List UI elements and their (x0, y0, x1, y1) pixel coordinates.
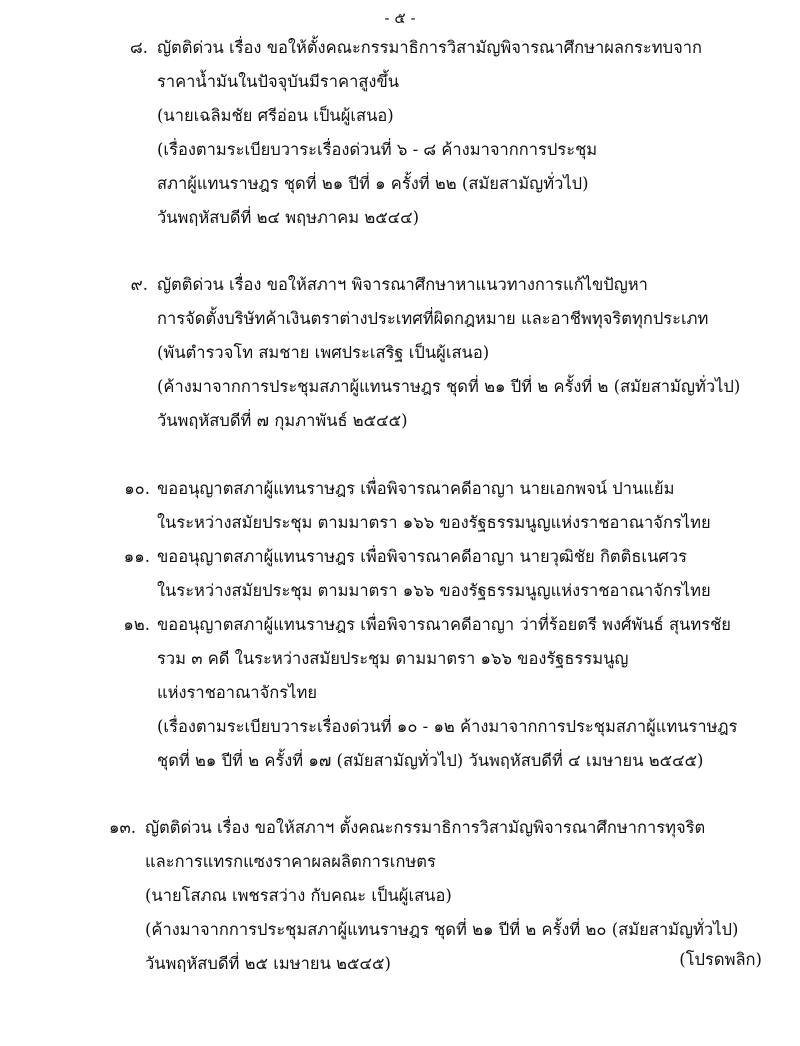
item-line: ขออนุญาตสภาผู้แทนราษฎร เพื่อพิจารณาคดีอาญา นายเอกพจน์ ปานแย้ม (157, 479, 675, 498)
item-line: แห่งราชอาณาจักรไทย (157, 683, 318, 702)
item-line: (นายเฉลิมชัย ศรีอ่อน เป็นผู้เสนอ) (157, 106, 394, 125)
item-line: วันพฤหัสบดีที่ ๒๔ พฤษภาคม ๒๕๔๔) (157, 208, 420, 227)
item-line: ขออนุญาตสภาผู้แทนราษฎร เพื่อพิจารณาคดีอาญา นายวุฒิชัย กิตติธเนศวร (157, 547, 687, 566)
item-number: ๘. (130, 38, 148, 57)
item-line: (ค้างมาจากการประชุมสภาผู้แทนราษฎร ชุดที่ ๒๑ ปีที่ ๒ ครั้งที่ ๒ (สมัยสามัญทั่วไป) (157, 377, 741, 396)
item-line: ขออนุญาตสภาผู้แทนราษฎร เพื่อพิจารณาคดีอาญา ว่าที่ร้อยตรี พงศ์พันธ์ สุนทรชัย (157, 615, 731, 634)
item-line: ในระหว่างสมัยประชุม ตามมาตรา ๑๖๖ ของรัฐธรรมนูญแห่งราชอาณาจักรไทย (157, 513, 711, 532)
item-line: (เรื่องตามระเบียบวาระเรื่องด่วนที่ ๖ - ๘ ค้างมาจากการประชุม (157, 140, 598, 159)
item-number: ๙. (130, 275, 148, 294)
page-number: - ๕ - (384, 9, 416, 27)
item-line: ชุดที่ ๒๑ ปีที่ ๒ ครั้งที่ ๑๗ (สมัยสามัญทั่วไป) วันพฤหัสบดีที่ ๔ เมษายน ๒๕๔๕) (157, 751, 704, 770)
item-line: และการแทรกแซงราคาผลผลิตการเกษตร (145, 852, 436, 871)
item-line: รวม ๓ คดี ในระหว่างสมัยประชุม ตามมาตรา ๑๖๖ ของรัฐธรรมนูญ (157, 649, 629, 668)
turn-over-note: (โปรดพลิก) (679, 950, 762, 969)
item-number: ๑๒. (123, 615, 150, 634)
item-line: ญัตติด่วน เรื่อง ขอให้สภาฯ ตั้งคณะกรรมาธิการวิสามัญพิจารณาศึกษาการทุจริต (145, 818, 706, 837)
item-line: วันพฤหัสบดีที่ ๒๕ เมษายน ๒๕๔๕) (145, 954, 391, 973)
item-line: (เรื่องตามระเบียบวาระเรื่องด่วนที่ ๑๐ - ๑๒ ค้างมาจากการประชุมสภาผู้แทนราษฎร (157, 717, 738, 736)
item-line: (พันตำรวจโท สมชาย เพศประเสริฐ เป็นผู้เสนอ) (157, 343, 490, 362)
item-line: สภาผู้แทนราษฎร ชุดที่ ๒๑ ปีที่ ๑ ครั้งที่ ๒๒ (สมัยสามัญทั่วไป) (157, 174, 589, 193)
item-line: ญัตติด่วน เรื่อง ขอให้ตั้งคณะกรรมาธิการวิสามัญพิจารณาศึกษาผลกระทบจาก (157, 38, 703, 57)
item-number: ๑๓. (109, 818, 136, 837)
item-line: ราคาน้ำมันในปัจจุบันมีราคาสูงขึ้น (157, 72, 400, 91)
item-line: ญัตติด่วน เรื่อง ขอให้สภาฯ พิจารณาศึกษาหาแนวทางการแก้ไขปัญหา (157, 275, 648, 294)
item-line: การจัดตั้งบริษัทค้าเงินตราต่างประเทศที่ผิดกฎหมาย และอาชีพทุจริตทุกประเภท (157, 309, 709, 328)
item-line: (ค้างมาจากการประชุมสภาผู้แทนราษฎร ชุดที่ ๒๑ ปีที่ ๒ ครั้งที่ ๒๐ (สมัยสามัญทั่วไป) (145, 920, 739, 939)
item-line: (นายโสภณ เพชรสว่าง กับคณะ เป็นผู้เสนอ) (145, 886, 452, 905)
item-line: ในระหว่างสมัยประชุม ตามมาตรา ๑๖๖ ของรัฐธรรมนูญแห่งราชอาณาจักรไทย (157, 581, 711, 600)
item-line: วันพฤหัสบดีที่ ๗ กุมภาพันธ์ ๒๕๔๕) (157, 411, 408, 430)
item-number: ๑๑. (123, 547, 150, 566)
item-number: ๑๐. (124, 479, 150, 498)
